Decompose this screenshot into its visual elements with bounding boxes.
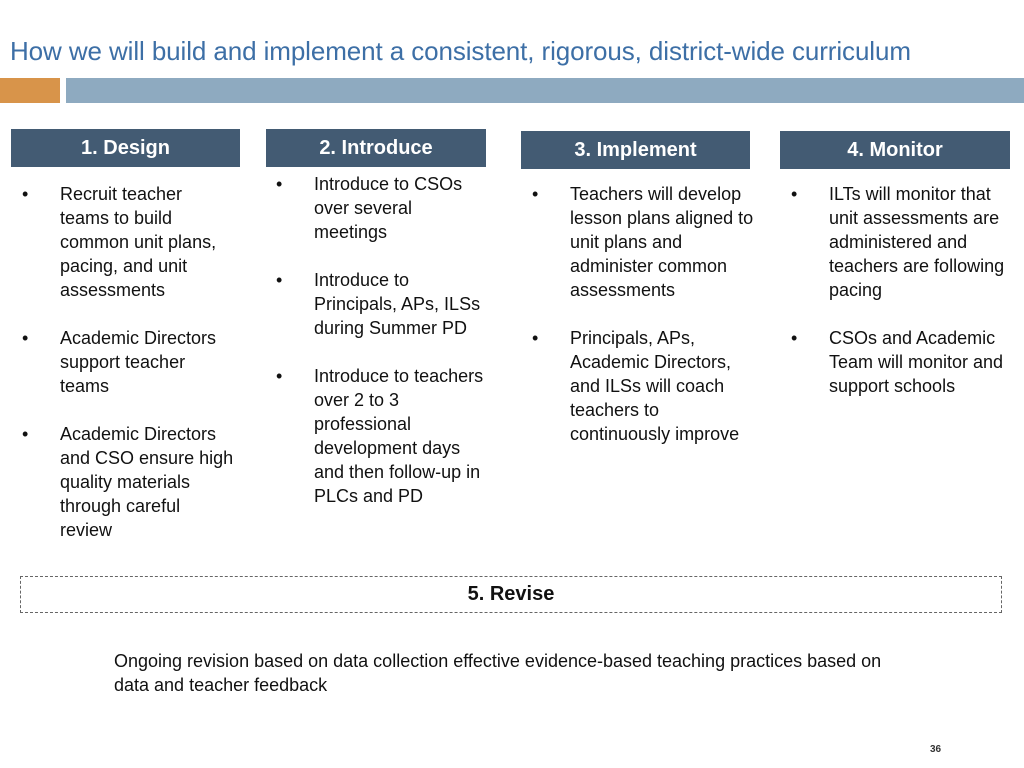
title-underline-bar xyxy=(66,78,1024,103)
revise-box xyxy=(20,576,1002,613)
bullet-item: • Academic Directors and CSO ensure high quality materials through careful review xyxy=(20,422,235,542)
bullet-item: • ILTs will monitor that unit assessments are administered and teachers are following pacing xyxy=(789,182,1009,302)
bullet-item: • Introduce to CSOs over several meetings xyxy=(274,172,484,244)
design-header: 1. Design xyxy=(11,129,240,167)
implement-bullet-list xyxy=(530,182,755,470)
slide-title: How we will build and implement a consistent, rigorous, district-wide curriculum xyxy=(10,36,911,66)
design-bullet-list xyxy=(20,182,235,566)
page-number: 36 xyxy=(930,744,942,755)
introduce-bullet-list xyxy=(274,172,484,532)
implement-header: 3. Implement xyxy=(521,131,750,169)
bullet-item: • Academic Directors support teacher teams xyxy=(20,326,235,398)
revise-header: 5. Revise xyxy=(467,583,555,605)
revise-description: Ongoing revision based on data collection effective evidence-based teaching practices based on data and teacher feedback xyxy=(114,651,882,695)
bullet-item: • Teachers will develop lesson plans aligned to unit plans and administer common assessments xyxy=(530,182,755,302)
monitor-bullet-list xyxy=(789,182,1009,422)
bullet-item: • Recruit teacher teams to build common unit plans, pacing, and unit assessments xyxy=(20,182,235,302)
bullet-item: • Introduce to Principals, APs, ILSs during Summer PD xyxy=(274,268,484,340)
introduce-header: 2. Introduce xyxy=(266,129,486,167)
monitor-header: 4. Monitor xyxy=(780,131,1010,169)
bullet-item: • Introduce to teachers over 2 to 3 professional development days and then follow-up in PLCs and PD xyxy=(274,364,484,508)
bullet-item: • CSOs and Academic Team will monitor and support schools xyxy=(789,326,1009,398)
bullet-item: • Principals, APs, Academic Directors, and ILSs will coach teachers to continuously improve xyxy=(530,326,755,446)
accent-bar xyxy=(0,78,60,103)
